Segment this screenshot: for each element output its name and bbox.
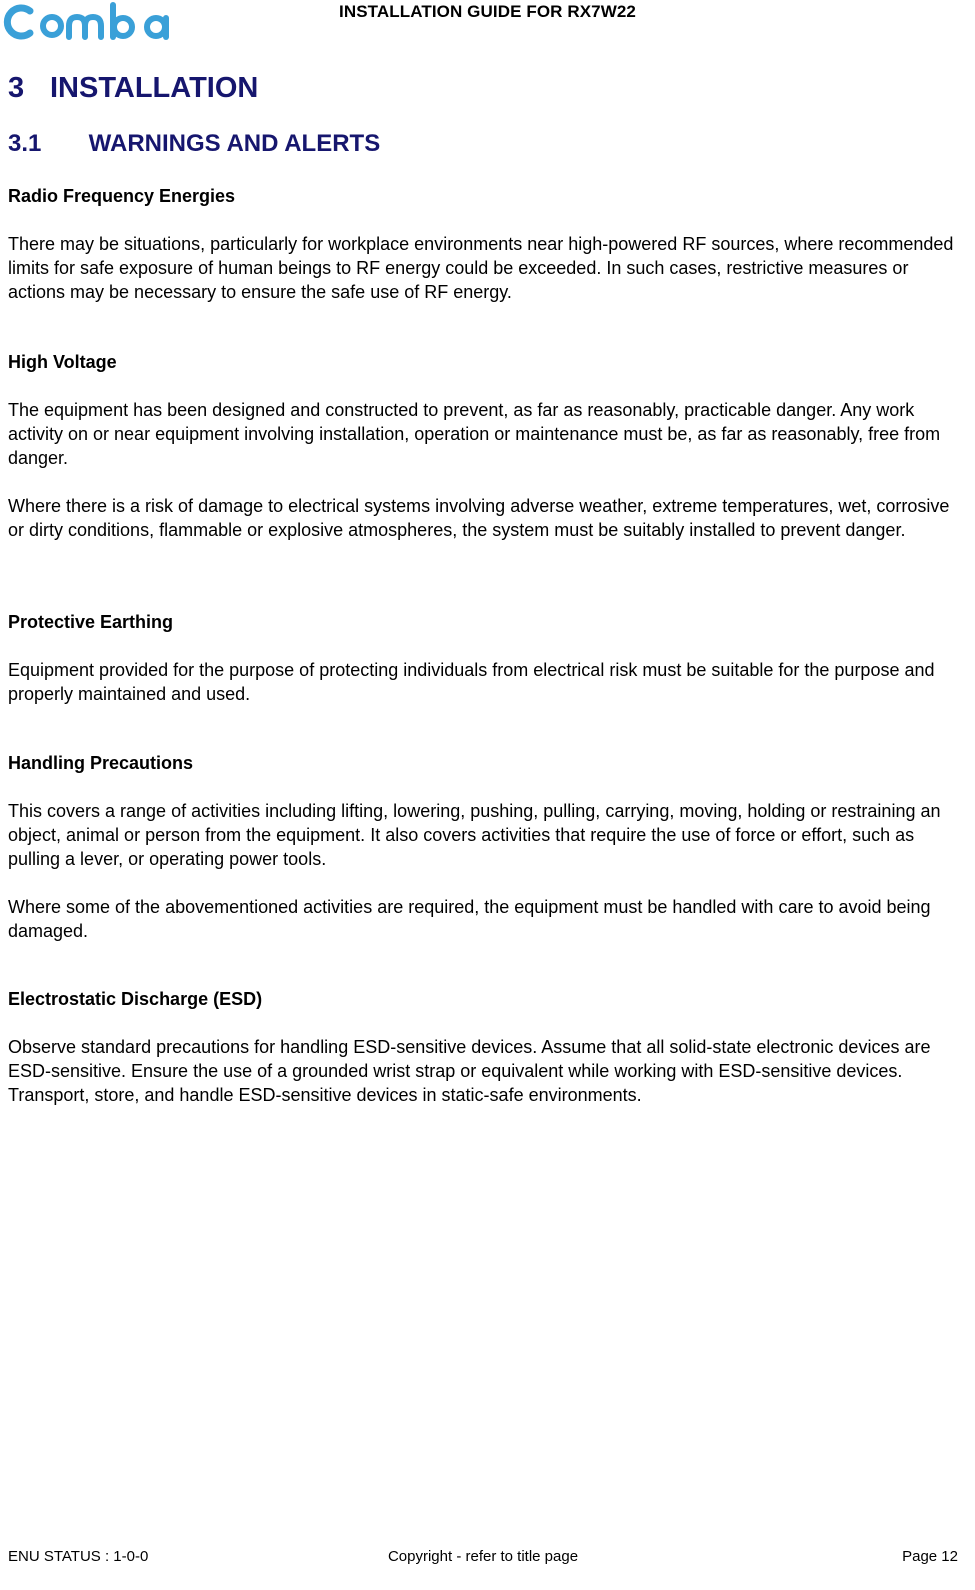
paragraph: Where there is a risk of damage to electrical systems involving adverse weather, extreme temperatures, wet, corrosive or dirty conditions, flammable or explosive atmospheres, the system must be suitably installed to prevent danger. xyxy=(8,496,950,540)
heading-title: WARNINGS AND ALERTS xyxy=(88,130,381,157)
paragraph: This covers a range of activities including lifting, lowering, pushing, pulling, carrying, moving, holding or restraining an object, animal or person from the equipment. It also covers activities that require the use of force or effort, such as pulling a lever, or operating power tools. xyxy=(8,801,941,869)
heading-warnings-alerts xyxy=(8,130,380,158)
paragraph: There may be situations, particularly for workplace environments near high-powered RF sources, where recommended limits for safe exposure of human beings to RF energy could be exceeded. In such cases, restrictive measures or actions may be necessary to ensure the safe use of RF energy. xyxy=(8,234,954,302)
copyright-notice: Copyright - refer to title page xyxy=(387,1548,579,1565)
paragraph: The equipment has been designed and constructed to prevent, as far as reasonably, practicable danger. Any work activity on or near equipment involving installation, operation or maintenance must be, as far as reasonably, free from danger. xyxy=(8,400,941,468)
paragraph: Equipment provided for the purpose of protecting individuals from electrical risk must be suitable for the purpose and properly maintained and used. xyxy=(8,660,935,704)
section-title: Radio Frequency Energies xyxy=(8,186,236,206)
section-title: Protective Earthing xyxy=(8,612,174,632)
page-header xyxy=(0,0,975,46)
section-title: Electrostatic Discharge (ESD) xyxy=(8,989,263,1009)
page-footer xyxy=(8,1548,958,1565)
section-handling-precautions xyxy=(8,751,966,943)
section-esd xyxy=(8,987,966,1107)
heading-title: INSTALLATION xyxy=(50,71,259,104)
section-protective-earthing xyxy=(8,610,966,706)
document-title: INSTALLATION GUIDE FOR RX7W22 xyxy=(339,2,636,21)
section-title: High Voltage xyxy=(8,352,117,372)
section-radio-frequency xyxy=(8,184,966,304)
heading-number: 3 xyxy=(8,71,25,104)
section-high-voltage xyxy=(8,350,966,542)
heading-installation xyxy=(8,68,966,108)
paragraph: Where some of the abovementioned activities are required, the equipment must be handled with care to avoid being damaged. xyxy=(8,897,931,941)
page-content xyxy=(8,68,966,1105)
page-number: Page 12 xyxy=(902,1548,958,1565)
paragraph: Observe standard precautions for handling ESD-sensitive devices. Assume that all solid-state electronic devices are ESD-sensitive. Ensure the use of a grounded wrist strap or equivalent while working with ESD-sensitive devices. Transport, store, and handle ESD-sensitive devices in static-safe environments. xyxy=(8,1037,931,1105)
section-title: Handling Precautions xyxy=(8,753,194,773)
document-status: ENU STATUS : 1-0-0 xyxy=(8,1548,149,1565)
heading-number: 3.1 xyxy=(8,130,42,157)
